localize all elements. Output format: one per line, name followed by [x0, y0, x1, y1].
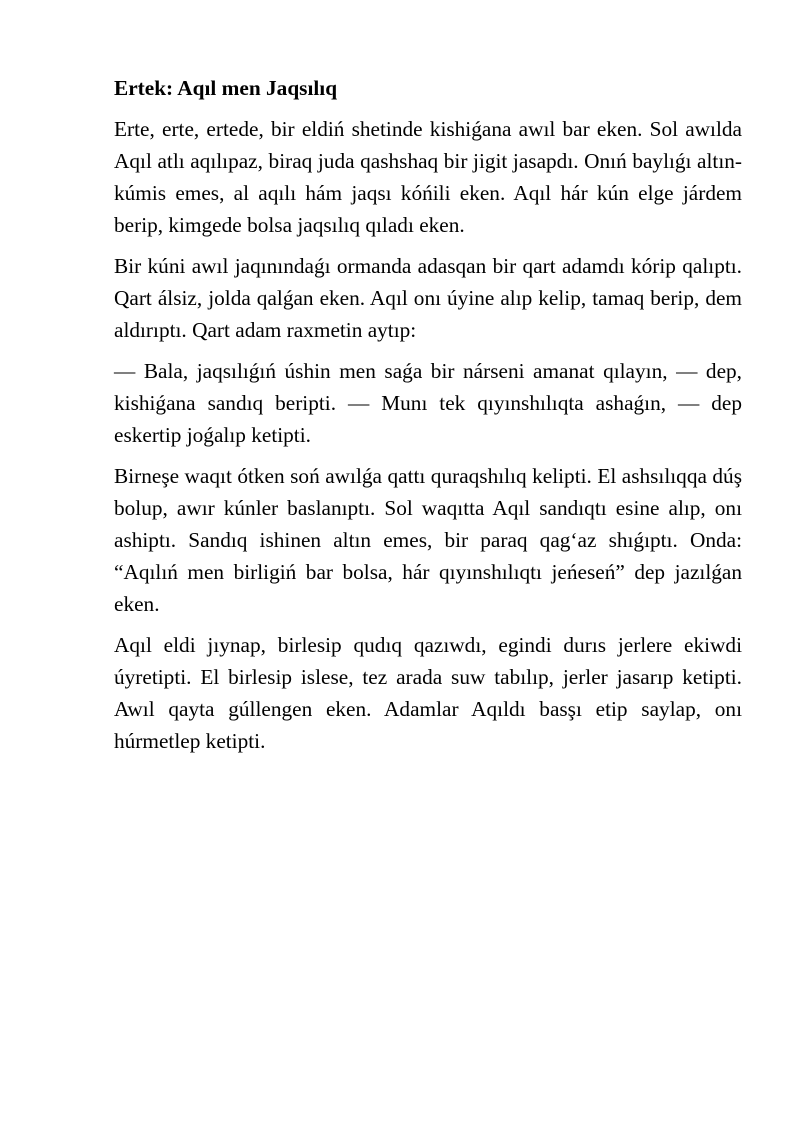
paragraph-4: Birneşe waqıt ótken soń awılǵa qattı quraqshılıq kelipti. El ashsılıqqa dúş bolup, awır kúnler baslanıptı. Sol waqıtta Aqıl sandıqtı esine alıp, onı ashiptı. Sandıq ishinen altın emes, bir paraq qag‘az shıǵıptı. Onda: “Aqılıń men birligiń bar bolsa, hár qıyınshılıqtı jeńeseń” dep jazılǵan eken.: [114, 464, 742, 616]
paragraph-2: Bir kúni awıl jaqınındaǵı ormanda adasqan bir qart adamdı kórip qalıptı. Qart álsiz, jolda qalǵan eken. Aqıl onı úyine alıp kelip, tamaq berip, dem aldırıptı. Qart adam raxmetin aytıp:: [114, 254, 742, 342]
paragraph-3: — Bala, jaqsılıǵıń úshin men saǵa bir nárseni amanat qılayın, — dep, kishiǵana sandıq beripti. — Munı tek qıyınshılıqta ashaǵın, — dep eskertip joǵalıp ketipti.: [114, 359, 742, 447]
document-body: [114, 72, 742, 766]
document-title: Ertek: Aqıl men Jaqsılıq: [114, 76, 338, 100]
paragraph-5: Aqıl eldi jıynap, birlesip qudıq qazıwdı, egindi durıs jerlere ekiwdi úyretipti. El birlesip islese, tez arada suw tabılıp, jerler jasarıp ketipti. Awıl qayta gúllengen eken. Adamlar Aqıldı basşı etip saylap, onı húrmetlep ketipti.: [114, 633, 742, 753]
paragraph-1: Erte, erte, ertede, bir eldiń shetinde kishiǵana awıl bar eken. Sol awılda Aqıl atlı aqılıpaz, biraq juda qashshaq bir jigit jasapdı. Onıń baylıǵı altın-kúmis emes, al aqılı hám jaqsı kóńili eken. Aqıl hár kún elge járdem berip, kimgede bolsa jaqsılıq qıladı eken.: [114, 117, 742, 237]
